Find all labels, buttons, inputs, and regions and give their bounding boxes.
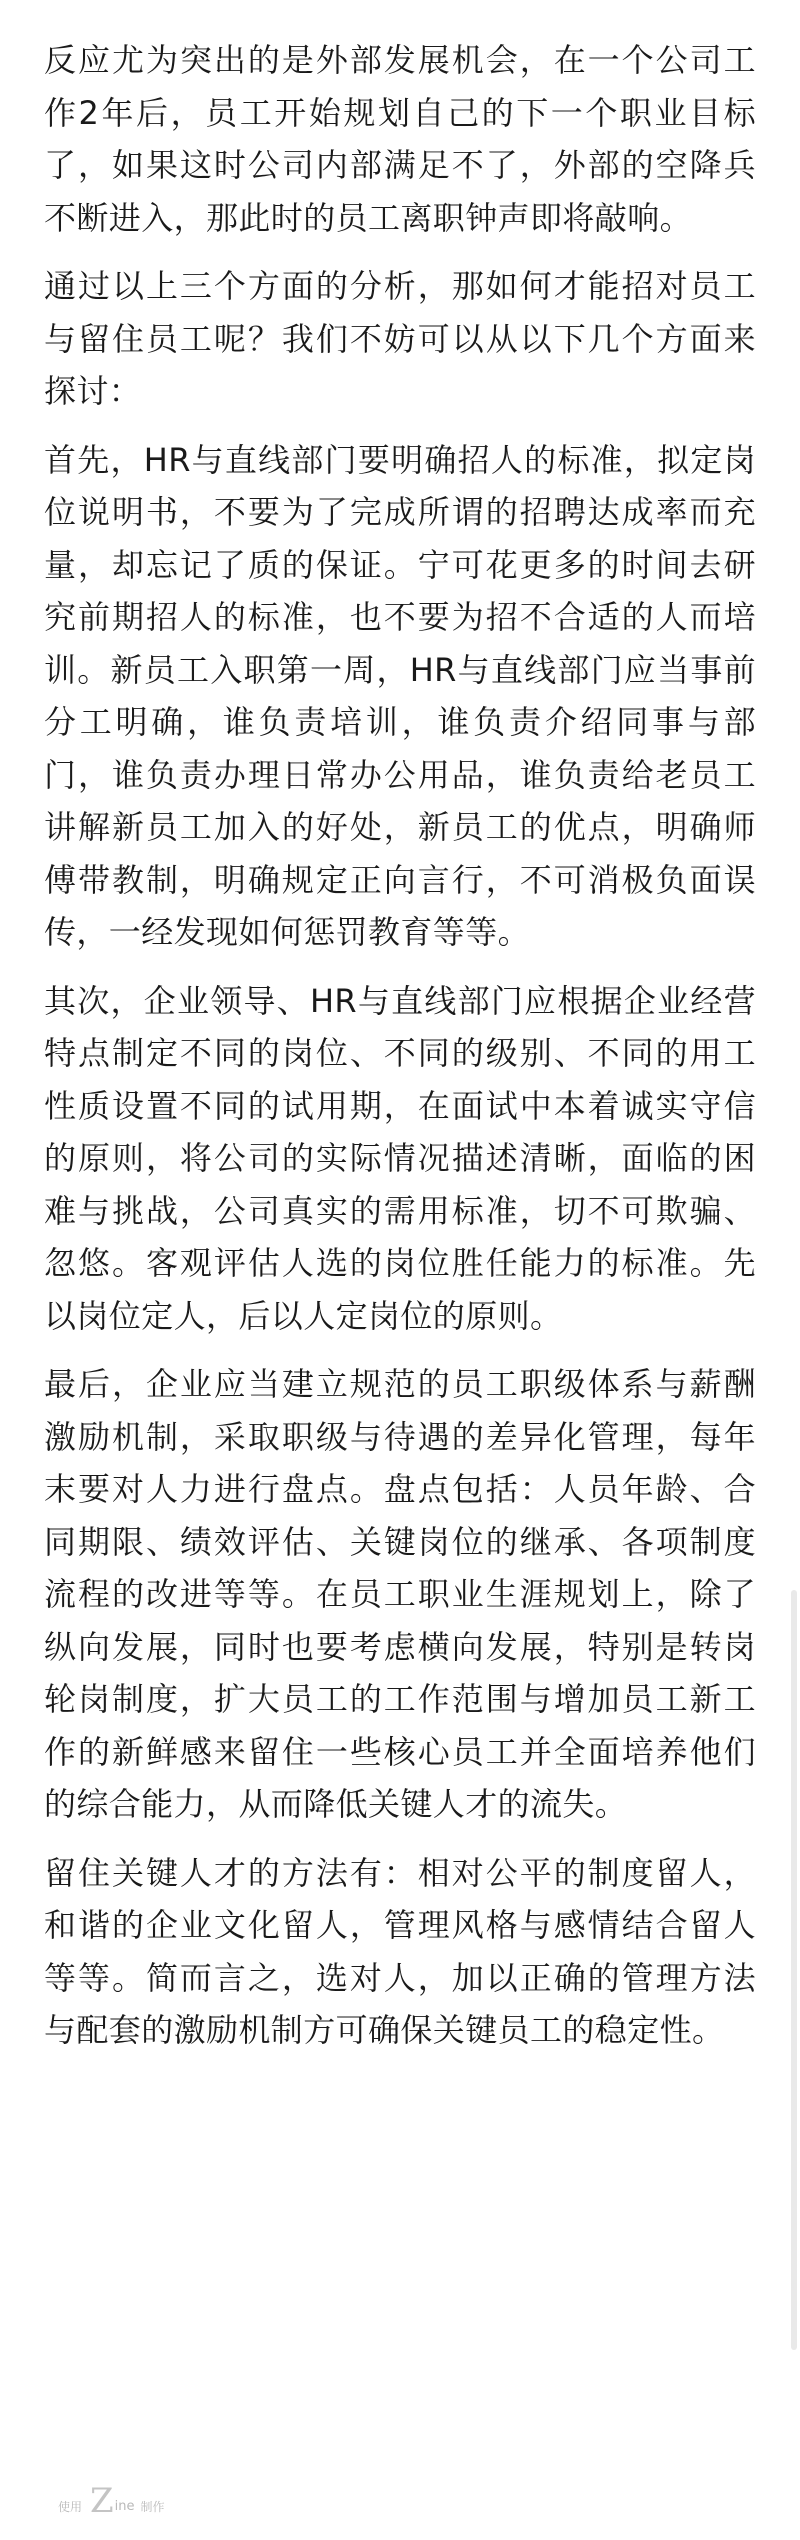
zine-logo	[90, 2481, 135, 2521]
paragraph-transition-question: 通过以上三个方面的分析，那如何才能招对员工与留住员工呢？我们不妨可以从以下几个方面来探讨：	[44, 267, 756, 410]
paragraph-last-rank-system: 最后，企业应当建立规范的员工职级体系与薪酬激励机制，采取职级与待遇的差异化管理，每年末要对人力进行盘点。盘点包括：人员年龄、合同期限、绩效评估、关键岗位的继承、各项制度流程的改进等等。在员工职业生涯规划上，除了纵向发展，同时也要考虑横向发展，特别是转岗轮岗制度，扩大员工的工作范围与增加员工新工作的新鲜感来留住一些核心员工并全面培养他们的综合能力，从而降低关键人才的流失。	[44, 1365, 756, 1823]
footer-suffix: 制作	[140, 2500, 165, 2514]
footer-prefix: 使用	[58, 2500, 83, 2514]
paragraph-retention-methods: 留住关键人才的方法有：相对公平的制度留人，和谐的企业文化留人，管理风格与感情结合留人等等。简而言之，选对人，加以正确的管理方法与配套的激励机制方可确保关键员工的稳定性。	[44, 1853, 756, 2049]
paragraph-first-hiring-standard: 首先，HR与直线部门要明确招人的标准，拟定岗位说明书，不要为了完成所谓的招聘达成率而充量，却忘记了质的保证。宁可花更多的时间去研究前期招人的标准，也不要为招不合适的人而培训。新员工入职第一周，HR与直线部门应当事前分工明确，谁负责培训，谁负责介绍同事与部门，谁负责办理日常办公用品，谁负责给老员工讲解新员工加入的好处，新员工的优点，明确师傅带教制，明确规定正向言行，不可消极负面误传，一经发现如何惩罚教育等等。	[44, 440, 756, 951]
vertical-scrollbar[interactable]	[791, 1590, 797, 2350]
article-body	[44, 34, 756, 2073]
paragraph-external-opportunity: 反应尤为突出的是外部发展机会，在一个公司工作2年后，员工开始规划自己的下一个职业目标了，如果这时公司内部满足不了，外部的空降兵不断进入，那此时的员工离职钟声即将敲响。	[44, 41, 756, 237]
footer-watermark	[58, 2481, 165, 2521]
zine-logo-rest: ine	[114, 2499, 135, 2514]
zine-logo-initial: Z	[90, 2481, 114, 2521]
paragraph-second-probation-period: 其次，企业领导、HR与直线部门应根据企业经营特点制定不同的岗位、不同的级别、不同的用工性质设置不同的试用期，在面试中本着诚实守信的原则，将公司的实际情况描述清晰，面临的困难与挑战，公司真实的需用标准，切不可欺骗、忽悠。客观评估人选的岗位胜任能力的标准。先以岗位定人，后以人定岗位的原则。	[44, 981, 756, 1335]
